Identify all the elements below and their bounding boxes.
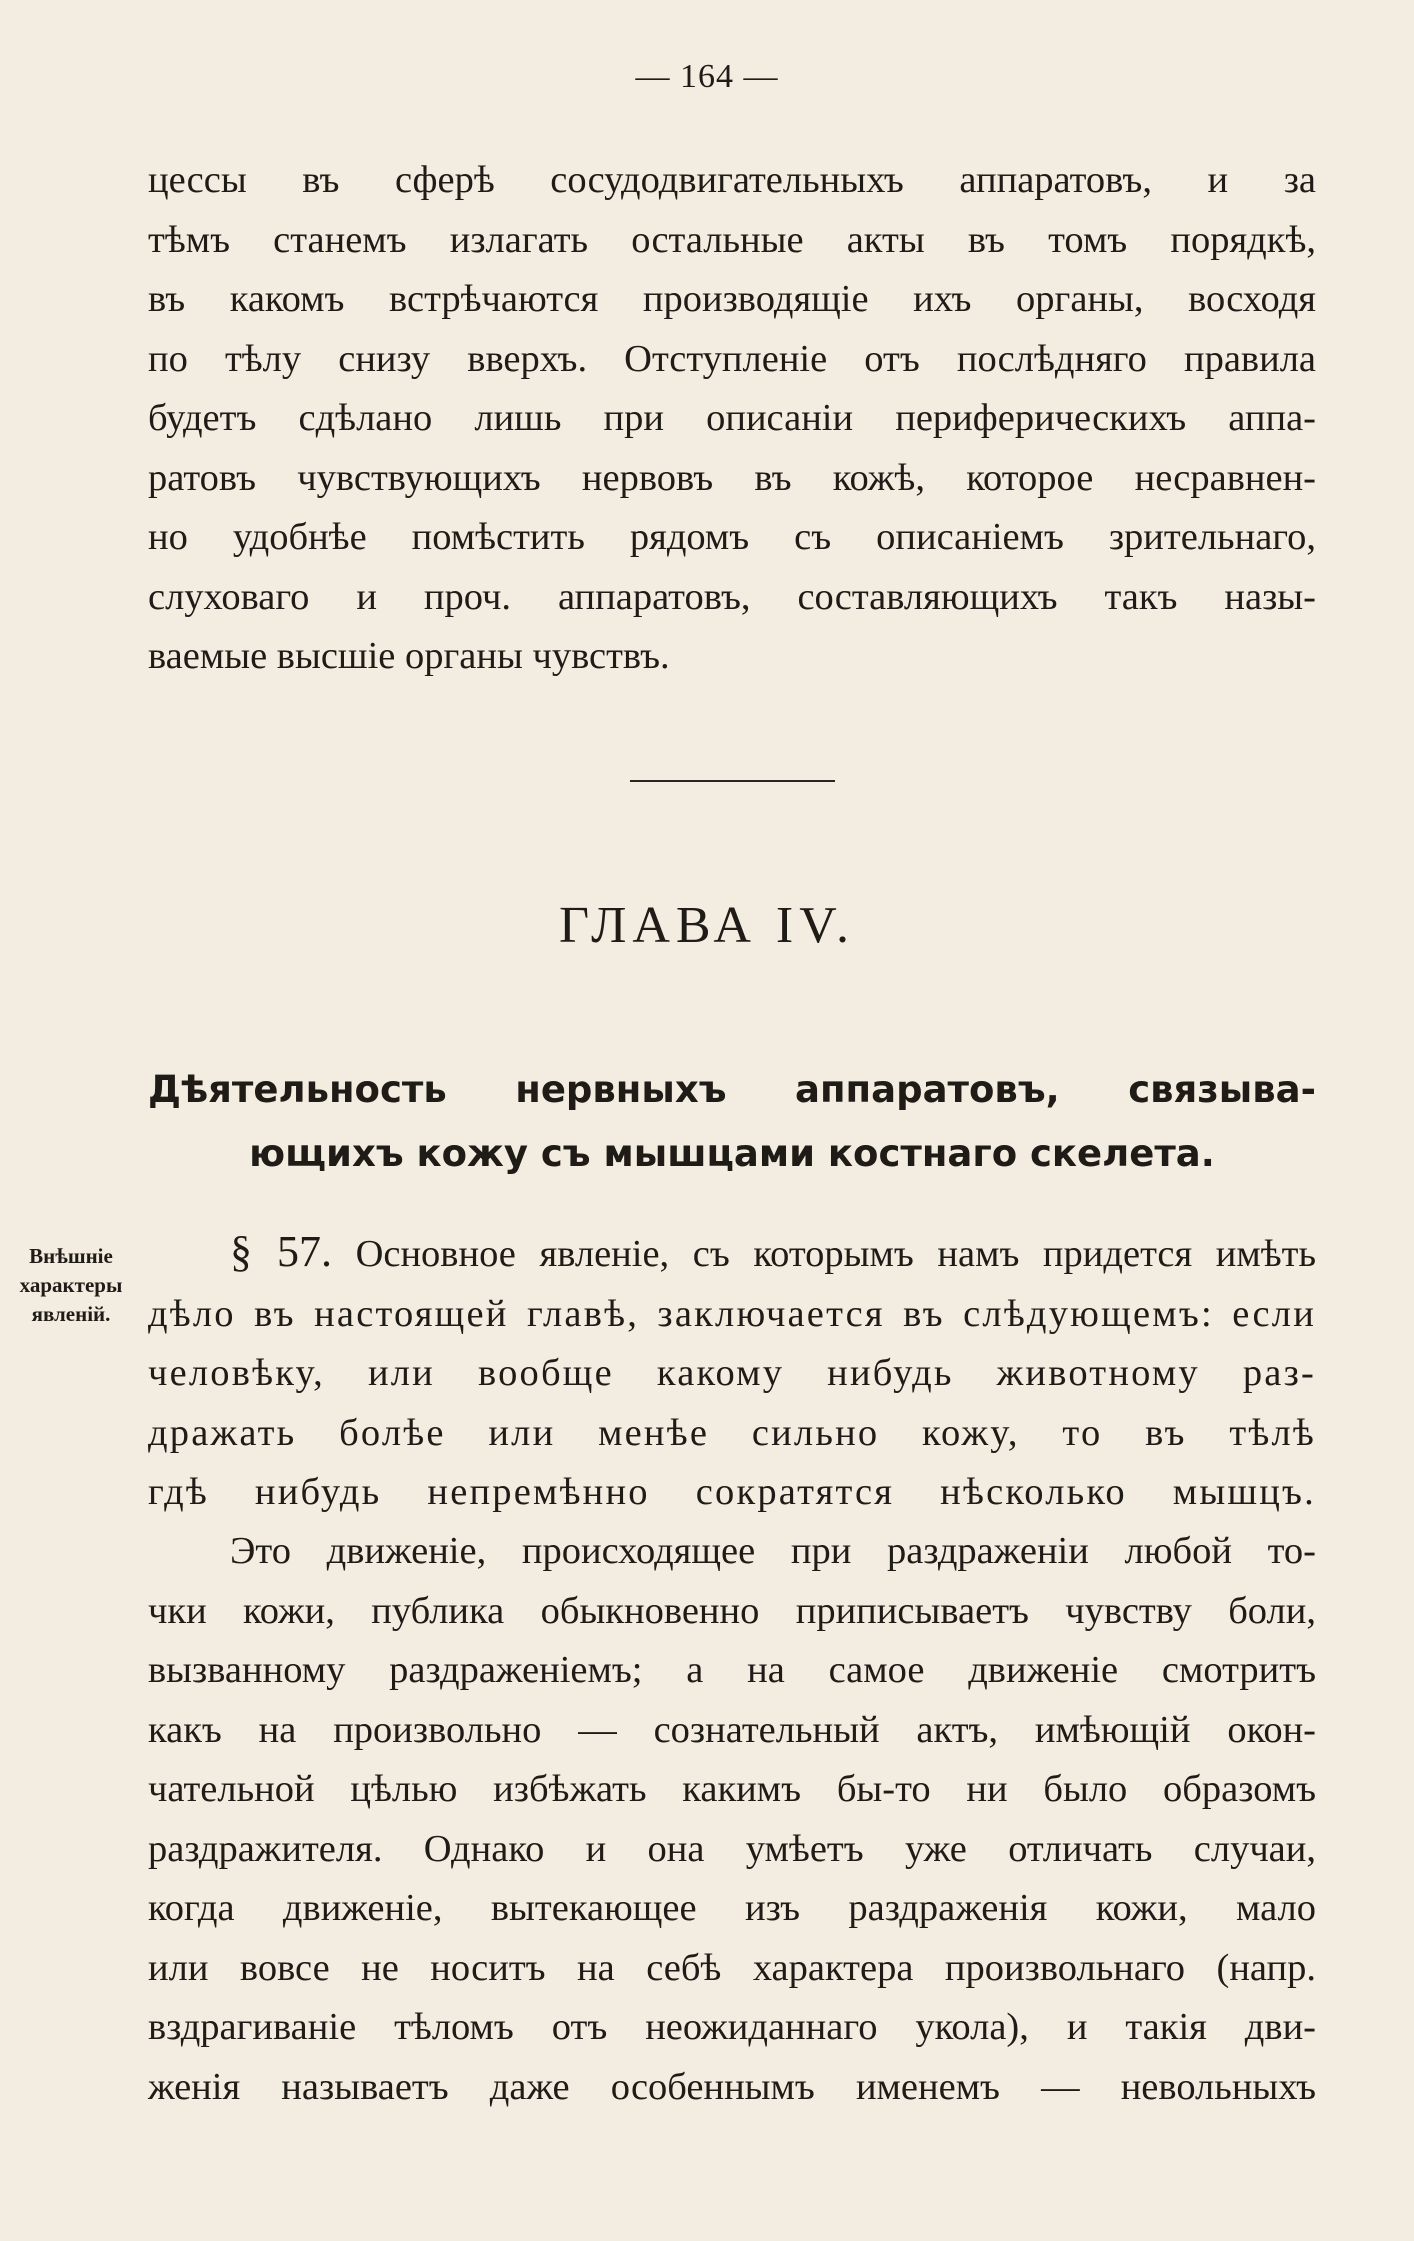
text-line: но удобнѣе помѣстить рядомъ съ описаніемъ зрительнаго, [148,516,1316,558]
text-line: вызванному раздраженіемъ; а на самое движеніе смотритъ [148,1649,1316,1691]
text-line: чки кожи, публика обыкновенно приписываетъ чувству боли, [148,1589,1316,1632]
marginal-note [2,1242,140,1329]
text-line: вздрагиваніе тѣломъ отъ неожиданнаго укола), и такія дви- [148,2006,1316,2048]
chapter-title: ГЛАВА IV. [558,897,856,954]
second-paragraph [148,1522,1316,2117]
text-line: по тѣлу снизу вверхъ. Отступленіе отъ послѣдняго правила [148,337,1316,380]
marginal-note-line: явленій. [31,1302,111,1326]
text-line: гдѣ нибудь непремѣнно сократятся нѣсколько мышцъ. [148,1471,1316,1513]
text-line: въ какомъ встрѣчаются производящіе ихъ органы, восходя [148,278,1316,320]
text-line: какъ на произвольно — сознательный актъ, имѣющій окон- [148,1708,1316,1751]
text-line: дѣло въ настоящей главѣ, заключается въ слѣдующемъ: если [148,1292,1316,1335]
marginal-note-line: Внѣшніе [29,1244,113,1268]
text-line: чательной цѣлью избѣжать какимъ бы-то ни было образомъ [148,1768,1316,1810]
text-line: ратовъ чувствующихъ нервовъ въ кожѣ, которое несравнен- [148,456,1316,499]
chapter-subtitle-line: Дѣятельность нервныхъ аппаратовъ, связыва- [148,1068,1316,1111]
page-number: — 164 — [635,58,779,95]
text-line: или вовсе не носитъ на себѣ характера произвольнаго (напр. [148,1946,1316,1989]
text-line: будетъ сдѣлано лишь при описаніи периферическихъ аппа- [148,397,1316,439]
text-line: дражать болѣе или менѣе сильно кожу, то въ тѣлѣ [148,1411,1316,1454]
text-line: тѣмъ станемъ излагать остальные акты въ томъ порядкѣ, [148,218,1316,261]
section-divider [630,780,835,782]
intro-paragraph [148,151,1316,687]
text-line: Это движеніе, происходящее при раздраженіи любой то- [230,1530,1316,1572]
marginal-note-line: характеры [19,1273,123,1297]
section-57-paragraph [148,1222,1316,1523]
text-line: женія называетъ даже особеннымъ именемъ — невольныхъ [148,2065,1316,2108]
text-line [148,1222,1316,1285]
text-line: цессы въ сферѣ сосудодвигательныхъ аппаратовъ, и за [148,159,1316,201]
text-line-content: Основное явленіе, съ которымъ намъ придется имѣть [355,1233,1317,1275]
chapter-subtitle [148,1058,1316,1186]
text-line: раздражителя. Однако и она умѣетъ уже отличать случаи, [148,1827,1316,1870]
text-line: когда движеніе, вытекающее изъ раздраженія кожи, мало [148,1887,1316,1929]
text-line: ваемые высшіе органы чувствъ. [148,635,670,677]
text-line: слуховаго и проч. аппаратовъ, составляющихъ такъ назы- [148,575,1316,618]
section-number: § 57. [230,1227,332,1276]
text-line: человѣку, или вообще какому нибудь животному раз- [148,1352,1316,1394]
chapter-subtitle-line: ющихъ кожу съ мышцами костнаго скелета. [249,1132,1215,1175]
